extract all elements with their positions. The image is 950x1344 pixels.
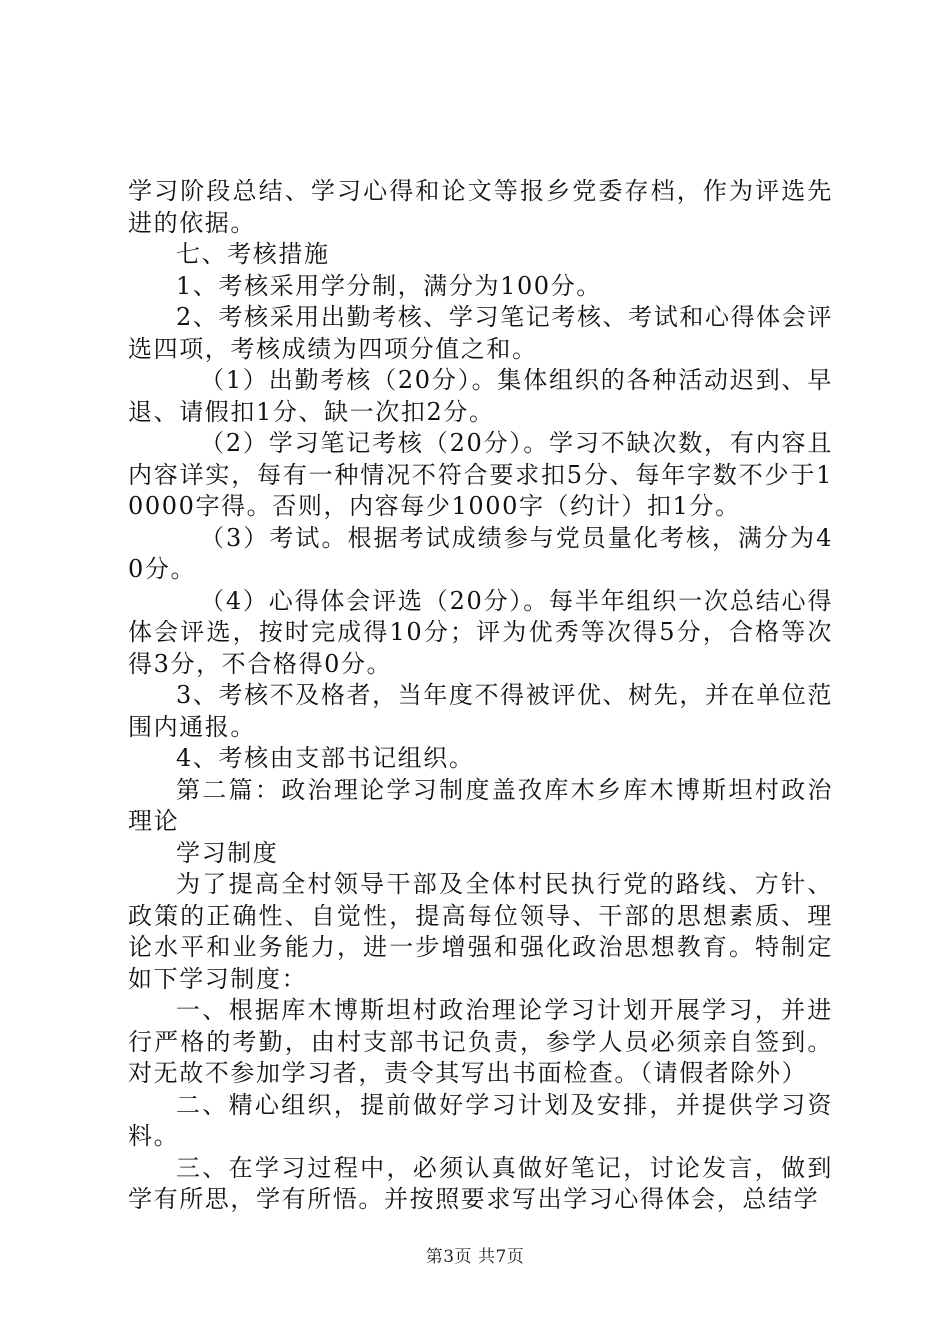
page-number-footer: 第3页 共7页 (425, 1247, 525, 1267)
paragraph-item-3: 3、考核不及格者，当年度不得被评优、树先，并在单位范围内通报。 (128, 681, 833, 741)
paragraph-rule-2: 二、精心组织，提前做好学习计划及安排，并提供学习资料。 (128, 1090, 833, 1150)
document-body (128, 176, 833, 1216)
chapter-heading: 第二篇：政治理论学习制度盖孜库木乡库木博斯坦村政治理论 (128, 775, 833, 835)
paragraph-item-4: 4、考核由支部书记组织。 (176, 744, 475, 772)
paragraph-item-1: 1、考核采用学分制，满分为100分。 (176, 271, 602, 300)
paragraph-intro: 为了提高全村领导干部及全体村民执行党的路线、方针、政策的正确性、自觉性，提高每位领导、干部的思想素质、理论水平和业务能力，进一步增强和强化政治思想教育。特制定如下学习制度： (128, 870, 833, 993)
section-heading-seven: 七、考核措施 (176, 240, 330, 268)
paragraph-subitem-3: （3）考试。根据考试成绩参与党员量化考核，满分为40分。 (128, 523, 833, 583)
paragraph-1: 学习阶段总结、学习心得和论文等报乡党委存档，作为评选先进的依据。 (128, 177, 833, 237)
paragraph-rule-1: 一、根据库木博斯坦村政治理论学习计划开展学习，并进行严格的考勤，由村支部书记负责，参学人员必须亲自签到。对无故不参加学习者，责令其写出书面检查。（请假者除外） (128, 996, 833, 1087)
paragraph-subitem-4: （4）心得体会评选（20分）。每半年组织一次总结心得体会评选，按时完成得10分；评为优秀等次得5分，合格等次得3分，不合格得0分。 (128, 586, 833, 678)
paragraph-item-2: 2、考核采用出勤考核、学习笔记考核、考试和心得体会评选四项，考核成绩为四项分值之和。 (128, 303, 833, 363)
paragraph-subitem-2: （2）学习笔记考核（20分）。学习不缺次数，有内容且内容详实，每有一种情况不符合要求扣5分、每年字数不少于10000字得。否则，内容每少1000字（约计）扣1分。 (128, 429, 833, 520)
paragraph-subitem-1: （1）出勤考核（20分）。集体组织的各种活动迟到、早退、请假扣1分、缺一次扣2分。 (128, 366, 833, 426)
chapter-heading-continued: 学习制度 (176, 838, 279, 867)
paragraph-rule-3: 三、在学习过程中，必须认真做好笔记，讨论发言，做到学有所思，学有所悟。并按照要求写出学习心得体会，总结学 (128, 1153, 833, 1213)
